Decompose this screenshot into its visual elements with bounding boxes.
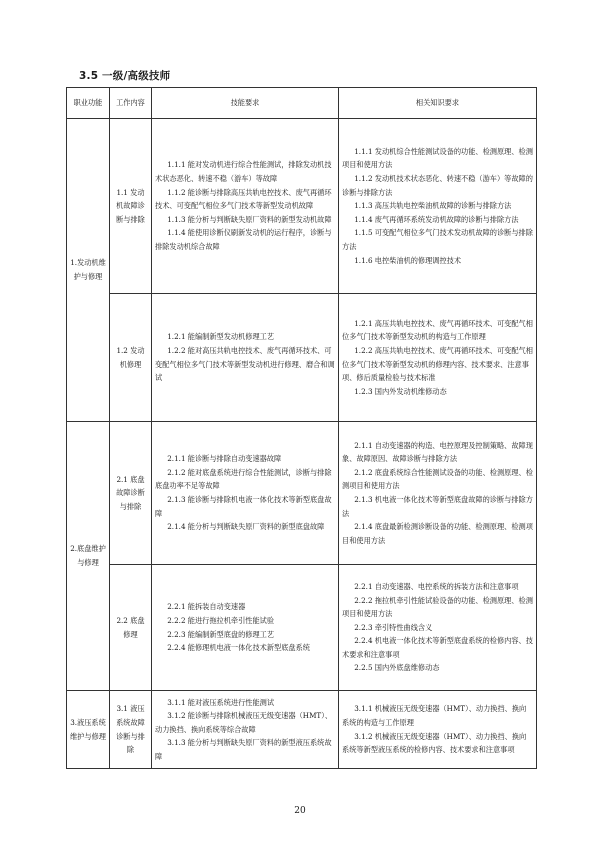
section-title: 3.5 一级/高级技师 — [79, 70, 171, 82]
work-cell: 2.1 底盘故障诊断与排除 — [110, 422, 152, 565]
work-cell: 1.2 发动机修理 — [110, 294, 152, 422]
skill-entry: 2.1.2 能对底盘系统进行综合性能测试，诊断与排除底盘功率不足等故障 — [155, 467, 332, 491]
skill-entry: 3.1.3 能分析与判断缺失原厂资料的新型液压系统故障 — [155, 738, 332, 761]
knowledge-cell — [339, 565, 537, 691]
knowledge-entry: 2.1.2 底盘系统综合性能测试设备的功能、检测原理、检测项目和使用方法 — [342, 467, 533, 491]
knowledge-entry: 1.2.1 高压共轨电控技术、废气再循环技术、可变配气相位多气门技术等新型发动机的构造与工作原理 — [342, 318, 533, 342]
knowledge-cell — [339, 119, 537, 294]
skill-entry: 2.1.4 能分析与判断缺失原厂资料的新型底盘故障 — [167, 522, 325, 532]
skill-entry: 2.2.4 能修理机电液一体化技术新型底盘系统 — [167, 643, 310, 653]
table-row — [67, 119, 537, 294]
skill-entry: 2.2.1 能拆装自动变速器 — [167, 602, 246, 612]
knowledge-entry: 2.1.4 底盘最新检测诊断设备的功能、检测原理、检测项目和使用方法 — [342, 522, 533, 545]
career-cell: 1.发动机维护与修理 — [67, 119, 110, 422]
header-work: 工作内容 — [110, 88, 152, 119]
knowledge-cell — [339, 422, 537, 565]
skill-requirements-table — [66, 87, 537, 769]
skill-entry: 2.1.1 能诊断与排除自动变速器故障 — [167, 454, 282, 464]
skill-entry: 3.1.1 能对液压系统进行性能测试 — [167, 697, 275, 707]
knowledge-entry: 1.1.6 电控柴油机的修理调控技术 — [354, 255, 462, 265]
table-header-row — [67, 88, 537, 119]
skill-entry: 2.2.2 能进行拖拉机牵引性能试验 — [167, 615, 275, 625]
knowledge-entry: 1.1.4 废气再循环系统发动机故障的诊断与排除方法 — [354, 214, 519, 224]
page-number: 20 — [294, 806, 306, 816]
knowledge-entry: 3.1.1 机械液压无级变速器（HMT）、动力换挡、换向系统的构造与工作原理 — [342, 704, 527, 727]
knowledge-entry: 2.1.1 自动变速器的构造、电控原理及控制策略、故障现象、故障原因、故障诊断与排除方法 — [342, 440, 533, 464]
knowledge-entry: 2.2.2 拖拉机牵引性能试验设备的功能、检测原理、检测项目和使用方法 — [342, 595, 533, 619]
skill-entry: 1.2.1 能编制新型发动机修理工艺 — [167, 332, 275, 342]
header-career: 职业功能 — [67, 88, 110, 119]
skill-cell — [152, 565, 339, 691]
knowledge-entry: 2.2.1 自动变速器、电控系统的拆装方法和注意事项 — [354, 581, 519, 591]
career-cell: 2.底盘维护与修理 — [67, 422, 110, 691]
knowledge-entry: 1.2.2 高压共轨电控技术、废气再循环技术、可变配气相位多气门技术等新型发动机的修理内容、技术要求、注意事项、修后质量检验与技术标准 — [342, 345, 533, 383]
career-cell: 3.液压系统维护与修理 — [67, 691, 110, 769]
skill-entry: 3.1.2 能诊断与排除机械液压无级变速器（HMT）、动力换挡、换向系统等综合故障 — [155, 711, 333, 734]
knowledge-cell — [339, 691, 537, 769]
work-cell: 3.1 液压系统故障诊断与排除 — [110, 691, 152, 769]
table-row — [67, 294, 537, 422]
skill-entry: 1.1.1 能对发动机进行综合性能测试，排除发动机技术状态恶化、转速不稳（游车）等故障 — [155, 160, 332, 184]
header-skill: 技能要求 — [152, 88, 339, 119]
knowledge-entry: 2.2.3 牵引特性曲线含义 — [354, 622, 433, 632]
skill-entry: 1.1.3 能分析与判断缺失原厂资料的新型发动机故障 — [167, 214, 332, 224]
skill-cell — [152, 691, 339, 769]
knowledge-entry: 1.1.2 发动机技术状态恶化、转速不稳（游车）等故障的诊断与排除方法 — [342, 174, 533, 197]
knowledge-entry: 2.2.5 国内外底盘维修动态 — [354, 663, 440, 673]
skill-entry: 1.1.2 能诊断与排除高压共轨电控技术、废气再循环技术、可变配气相位多气门技术等新型发动机故障 — [155, 187, 332, 211]
table-row — [67, 422, 537, 565]
work-cell: 2.2 底盘修理 — [110, 565, 152, 691]
header-knowledge: 相关知识要求 — [339, 88, 537, 119]
skill-entry: 2.1.3 能诊断与排除机电液一体化技术等新型底盘故障 — [155, 495, 332, 518]
skill-entry: 2.2.3 能编制新型底盘的修理工艺 — [167, 629, 275, 639]
knowledge-entry: 1.1.3 高压共轨电控柴油机故障的诊断与排除方法 — [354, 201, 512, 211]
work-cell: 1.1 发动机故障诊断与排除 — [110, 119, 152, 294]
skill-cell — [152, 294, 339, 422]
knowledge-entry: 2.2.4 机电液一体化技术等新型底盘系统的检修内容、技术要求和注意事项 — [342, 636, 533, 659]
knowledge-entry: 1.1.1 发动机综合性能测试设备的功能、检测原理、检测项目和使用方法 — [342, 146, 533, 170]
table-row — [67, 691, 537, 769]
skill-entry: 1.2.2 能对高压共轨电控技术、废气再循环技术、可变配气相位多气门技术等新型发动机进行修理、磨合和调试 — [155, 345, 335, 383]
skill-cell — [152, 422, 339, 565]
knowledge-entry: 1.2.3 国内外发动机维修动态 — [354, 386, 447, 396]
knowledge-entry: 2.1.3 机电液一体化技术等新型底盘故障的诊断与排除方法 — [342, 495, 533, 518]
knowledge-cell — [339, 294, 537, 422]
knowledge-entry: 1.1.5 可变配气相位多气门技术发动机故障的诊断与排除方法 — [342, 228, 533, 251]
table-row — [67, 565, 537, 691]
skill-entry: 1.1.4 能使用诊断仪刷新发动机的运行程序，诊断与排除发动机综合故障 — [155, 228, 332, 251]
knowledge-entry: 3.1.2 机械液压无级变速器（HMT）、动力换挡、换向系统等新型液压系统的检修内容、技术要求和注意事项 — [342, 731, 527, 755]
skill-cell — [152, 119, 339, 294]
